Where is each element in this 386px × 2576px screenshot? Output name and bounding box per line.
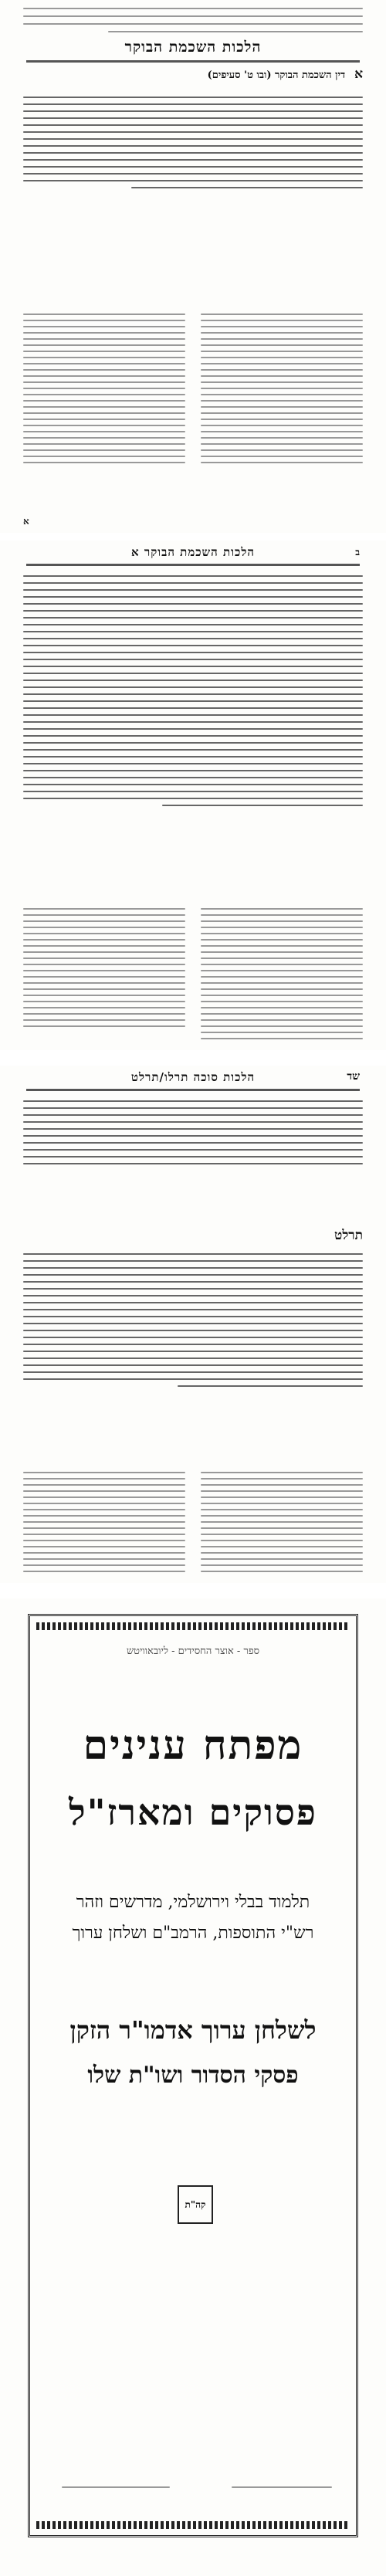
cover-subtitle: תלמוד בבלי וירושלמי, מדרשים וזהר — [76, 1893, 310, 1912]
footnotes-left — [23, 903, 185, 1032]
footnotes-left — [23, 309, 185, 468]
main-text — [23, 1248, 363, 1392]
main-text — [23, 91, 363, 194]
section-subtitle: דין השכמת הבוקר (ובו ט' סעיפים) — [207, 69, 346, 81]
footnotes-right — [201, 903, 363, 1044]
page-1 — [0, 0, 386, 533]
footnotes-right — [201, 309, 363, 468]
footnotes-right — [201, 1467, 363, 1577]
cover-page — [0, 1598, 386, 2576]
page-2 — [0, 541, 386, 1050]
page-label: שד — [347, 1070, 360, 1083]
publisher-emblem: קה"ת — [178, 2185, 213, 2224]
page-letter: ב — [355, 547, 360, 558]
page-3 — [0, 1066, 386, 1583]
page-corner-letter: א — [23, 516, 29, 527]
page-title: הלכות השכמת הבוקר — [124, 39, 262, 56]
section-heading — [208, 66, 363, 82]
cover-title-2: פסוקים ומארז"ל — [69, 1791, 317, 1833]
cover-title-1: מפתח ענינים — [83, 1722, 303, 1769]
section-letter: א — [354, 66, 363, 82]
page-title: הלכות סוכה תרלו/תרלט — [130, 1070, 256, 1084]
intro-text — [23, 1095, 363, 1170]
cover-top-line: ספר - אוצר החסידים - ליובאוויטש — [126, 1646, 260, 1657]
footnotes-left — [23, 1467, 185, 1577]
main-text — [23, 570, 363, 812]
cover-subtitle-2: רש"י התוספות, הרמב"ם ושלחן ערוך — [72, 1924, 314, 1943]
cover-for-line: לשלחן ערוך אדמו"ר הזקן — [69, 2015, 317, 2045]
cover-for-line-2: פסקי הסדור ושו"ת שלו — [87, 2062, 299, 2089]
page-title: הלכות השכמת הבוקר א — [131, 545, 255, 559]
section-label: תרלט — [334, 1228, 363, 1243]
